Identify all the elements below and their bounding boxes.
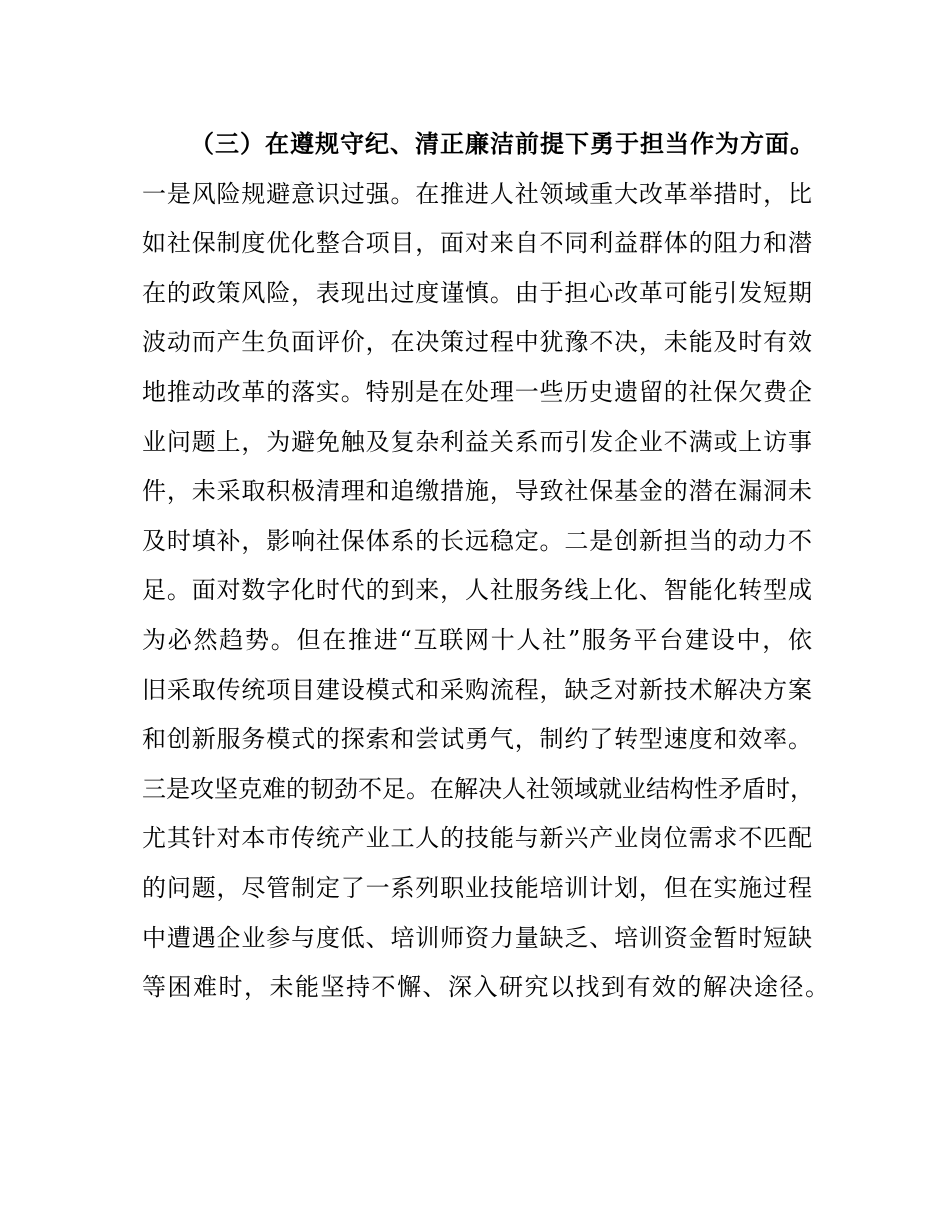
paragraph-line: 件，未采取积极清理和追缴措施，导致社保基金的潜在漏洞未 [142,477,812,506]
paragraph-line: 中遭遇企业参与度低、培训师资力量缺乏、培训资金暂时短缺 [142,923,812,952]
paragraph-line: 和创新服务模式的探索和尝试勇气，制约了转型速度和效率。 [142,725,812,754]
paragraph-line: 业问题上，为避免触及复杂利益关系而引发企业不满或上访事 [142,427,812,456]
paragraph-line: 一是风险规避意识过强。在推进人社领域重大改革举措时，比 [142,179,812,208]
paragraph-line: 地推动改革的落实。特别是在处理一些历史遗留的社保欠费企 [142,377,812,406]
paragraph-line: 如社保制度优化整合项目，面对来自不同利益群体的阻力和潜 [142,229,812,258]
paragraph-line: 为必然趋势。但在推进“互联网十人社”服务平台建设中，依 [142,625,812,654]
paragraph-line: 波动而产生负面评价，在决策过程中犹豫不决，未能及时有效 [142,328,812,357]
paragraph-line: 足。面对数字化时代的到来，人社服务线上化、智能化转型成 [142,576,812,605]
paragraph-line: 旧采取传统项目建设模式和采购流程，缺乏对新技术解决方案 [142,675,812,704]
paragraph-line: 及时填补，影响社保体系的长远稳定。二是创新担当的动力不 [142,526,812,555]
paragraph-line: 等困难时，未能坚持不懈、深入研究以找到有效的解决途径。 [142,973,831,1002]
paragraph-line: 的问题，尽管制定了一系列职业技能培训计划，但在实施过程 [142,873,812,902]
section-heading: （三）在遵规守纪、清正廉洁前提下勇于担当作为方面。 [190,130,815,158]
paragraph-line: 尤其针对本市传统产业工人的技能与新兴产业岗位需求不匹配 [142,824,812,853]
body-text [142,120,831,1013]
paragraph-line: 在的政策风险，表现出过度谨慎。由于担心改革可能引发短期 [142,278,812,307]
paragraph-line: 三是攻坚克难的韧劲不足。在解决人社领域就业结构性矛盾时， [142,774,814,803]
